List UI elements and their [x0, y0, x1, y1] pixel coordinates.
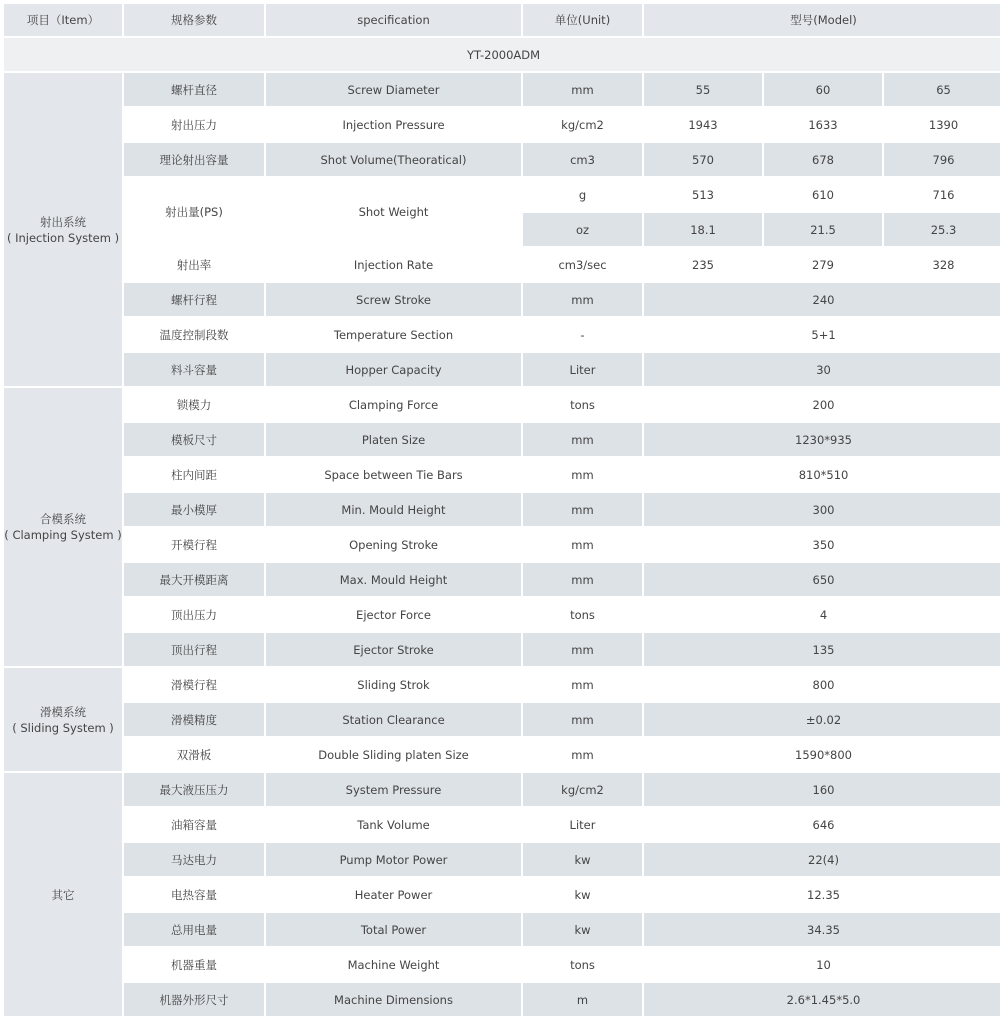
table-row: [4, 983, 1000, 1016]
param-en: Injection Rate: [266, 248, 521, 281]
param-cn: 马达电力: [124, 843, 264, 876]
param-en: Tank Volume: [266, 808, 521, 841]
param-en: Min. Mould Height: [266, 493, 521, 526]
table-row: [4, 178, 1000, 211]
param-unit: mm: [523, 458, 642, 491]
param-value: 1230*935: [644, 423, 1000, 456]
param-unit: mm: [523, 633, 642, 666]
param-unit: cm3/sec: [523, 248, 642, 281]
table-row: [4, 73, 1000, 106]
param-en: Machine Weight: [266, 948, 521, 981]
param-en: Ejector Force: [266, 598, 521, 631]
param-value: 22(4): [644, 843, 1000, 876]
header-params-cn: 规格参数: [124, 4, 264, 36]
group-sliding: [4, 668, 122, 771]
param-cn: 顶出压力: [124, 598, 264, 631]
table-row: [4, 318, 1000, 351]
param-value-2: 60: [764, 73, 882, 106]
param-cn: 总用电量: [124, 913, 264, 946]
param-value: 300: [644, 493, 1000, 526]
param-unit: m: [523, 983, 642, 1016]
spec-table: [2, 2, 1000, 1018]
param-en: Max. Mould Height: [266, 563, 521, 596]
param-en: Screw Diameter: [266, 73, 521, 106]
param-unit: tons: [523, 948, 642, 981]
table-row: [4, 423, 1000, 456]
param-cn: 机器外形尺寸: [124, 983, 264, 1016]
param-cn: 顶出行程: [124, 633, 264, 666]
param-value: 2.6*1.45*5.0: [644, 983, 1000, 1016]
param-cn: 螺杆行程: [124, 283, 264, 316]
param-value: 1590*800: [644, 738, 1000, 771]
param-en: Opening Stroke: [266, 528, 521, 561]
param-cn: 滑模精度: [124, 703, 264, 736]
param-unit: tons: [523, 388, 642, 421]
param-unit: cm3: [523, 143, 642, 176]
param-value: 160: [644, 773, 1000, 806]
param-value-3: 328: [884, 248, 1000, 281]
param-unit: mm: [523, 668, 642, 701]
param-en: System Pressure: [266, 773, 521, 806]
table-row: [4, 563, 1000, 596]
param-cn: 最小模厚: [124, 493, 264, 526]
param-value: 34.35: [644, 913, 1000, 946]
table-row: [4, 598, 1000, 631]
param-value-3: 716: [884, 178, 1000, 211]
group-other-cn: 其它: [51, 887, 75, 902]
param-unit: mm: [523, 423, 642, 456]
group-sliding-cn: 滑模系统: [40, 704, 86, 719]
param-unit: g: [523, 178, 642, 211]
param-value-2: 21.5: [764, 213, 882, 246]
param-value-2: 1633: [764, 108, 882, 141]
param-cn: 开模行程: [124, 528, 264, 561]
param-cn: 模板尺寸: [124, 423, 264, 456]
param-cn: 射出压力: [124, 108, 264, 141]
param-cn: 螺杆直径: [124, 73, 264, 106]
param-unit: mm: [523, 493, 642, 526]
table-row: [4, 703, 1000, 736]
param-cn: 最大开模距离: [124, 563, 264, 596]
param-cn: 双滑板: [124, 738, 264, 771]
param-cn: 滑模行程: [124, 668, 264, 701]
param-unit: Liter: [523, 808, 642, 841]
param-cn: 电热容量: [124, 878, 264, 911]
param-cn: 温度控制段数: [124, 318, 264, 351]
header-unit: 单位(Unit): [523, 4, 642, 36]
group-injection-cn: 射出系统: [40, 214, 86, 229]
group-injection: [4, 73, 122, 386]
param-value: 10: [644, 948, 1000, 981]
param-unit: mm: [523, 703, 642, 736]
param-value-1: 235: [644, 248, 762, 281]
param-en: Heater Power: [266, 878, 521, 911]
header-row: [4, 4, 1000, 36]
param-unit: -: [523, 318, 642, 351]
group-sliding-en: ( Sliding System ): [12, 720, 114, 735]
param-value: 240: [644, 283, 1000, 316]
group-other: [4, 773, 122, 1016]
param-cn: 射出率: [124, 248, 264, 281]
param-unit: kw: [523, 913, 642, 946]
param-value-2: 678: [764, 143, 882, 176]
param-en: Shot Weight: [266, 178, 521, 246]
param-en: Shot Volume(Theoratical): [266, 143, 521, 176]
table-row: [4, 108, 1000, 141]
param-cn: 油箱容量: [124, 808, 264, 841]
table-row: [4, 248, 1000, 281]
param-unit: Liter: [523, 353, 642, 386]
param-en: Injection Pressure: [266, 108, 521, 141]
param-cn: 射出量(PS): [124, 178, 264, 246]
param-value-1: 1943: [644, 108, 762, 141]
table-row: [4, 878, 1000, 911]
param-value-3: 65: [884, 73, 1000, 106]
param-value-3: 1390: [884, 108, 1000, 141]
param-unit: kg/cm2: [523, 108, 642, 141]
param-value-1: 18.1: [644, 213, 762, 246]
param-cn: 机器重量: [124, 948, 264, 981]
table-row: [4, 493, 1000, 526]
param-value: ±0.02: [644, 703, 1000, 736]
table-row: [4, 668, 1000, 701]
param-value: 12.35: [644, 878, 1000, 911]
table-row: [4, 458, 1000, 491]
model-row: [4, 38, 1000, 71]
param-en: Total Power: [266, 913, 521, 946]
param-unit: mm: [523, 283, 642, 316]
table-row: [4, 283, 1000, 316]
table-row: [4, 913, 1000, 946]
param-value-2: 279: [764, 248, 882, 281]
param-value-1: 570: [644, 143, 762, 176]
param-unit: tons: [523, 598, 642, 631]
param-value-3: 25.3: [884, 213, 1000, 246]
param-value: 200: [644, 388, 1000, 421]
param-en: Space between Tie Bars: [266, 458, 521, 491]
param-cn: 柱内间距: [124, 458, 264, 491]
param-value-1: 513: [644, 178, 762, 211]
param-cn: 料斗容量: [124, 353, 264, 386]
param-value: 5+1: [644, 318, 1000, 351]
table-row: [4, 143, 1000, 176]
param-en: Station Clearance: [266, 703, 521, 736]
param-en: Hopper Capacity: [266, 353, 521, 386]
table-row: [4, 948, 1000, 981]
param-en: Platen Size: [266, 423, 521, 456]
param-en: Machine Dimensions: [266, 983, 521, 1016]
table-row: [4, 843, 1000, 876]
param-cn: 最大液压压力: [124, 773, 264, 806]
param-value: 810*510: [644, 458, 1000, 491]
param-value: 30: [644, 353, 1000, 386]
group-injection-en: ( Injection System ): [6, 230, 120, 245]
param-unit: kw: [523, 843, 642, 876]
header-spec: specification: [266, 4, 521, 36]
group-clamping: [4, 388, 122, 666]
param-en: Screw Stroke: [266, 283, 521, 316]
param-cn: 锁模力: [124, 388, 264, 421]
table-row: [4, 633, 1000, 666]
param-value-2: 610: [764, 178, 882, 211]
param-value-1: 55: [644, 73, 762, 106]
param-unit: oz: [523, 213, 642, 246]
param-en: Temperature Section: [266, 318, 521, 351]
param-unit: mm: [523, 738, 642, 771]
header-model: 型号(Model): [644, 4, 1000, 36]
table-row: [4, 388, 1000, 421]
param-value-3: 796: [884, 143, 1000, 176]
param-value: 135: [644, 633, 1000, 666]
param-value: 350: [644, 528, 1000, 561]
group-clamping-en: ( Clamping System ): [4, 528, 122, 542]
param-en: Sliding Strok: [266, 668, 521, 701]
table-row: [4, 773, 1000, 806]
table-row: [4, 738, 1000, 771]
param-value: 650: [644, 563, 1000, 596]
model-name: YT-2000ADM: [4, 38, 1000, 71]
header-item: 项目（Item）: [4, 4, 122, 36]
param-unit: mm: [523, 528, 642, 561]
table-row: [4, 528, 1000, 561]
param-unit: mm: [523, 563, 642, 596]
param-en: Pump Motor Power: [266, 843, 521, 876]
param-unit: mm: [523, 73, 642, 106]
param-en: Clamping Force: [266, 388, 521, 421]
group-clamping-cn: 合模系统: [40, 512, 86, 526]
param-en: Double Sliding platen Size: [266, 738, 521, 771]
param-unit: kg/cm2: [523, 773, 642, 806]
table-row: [4, 353, 1000, 386]
param-en: Ejector Stroke: [266, 633, 521, 666]
param-value: 646: [644, 808, 1000, 841]
param-value: 800: [644, 668, 1000, 701]
param-value: 4: [644, 598, 1000, 631]
table-row: [4, 808, 1000, 841]
param-unit: kw: [523, 878, 642, 911]
param-cn: 理论射出容量: [124, 143, 264, 176]
